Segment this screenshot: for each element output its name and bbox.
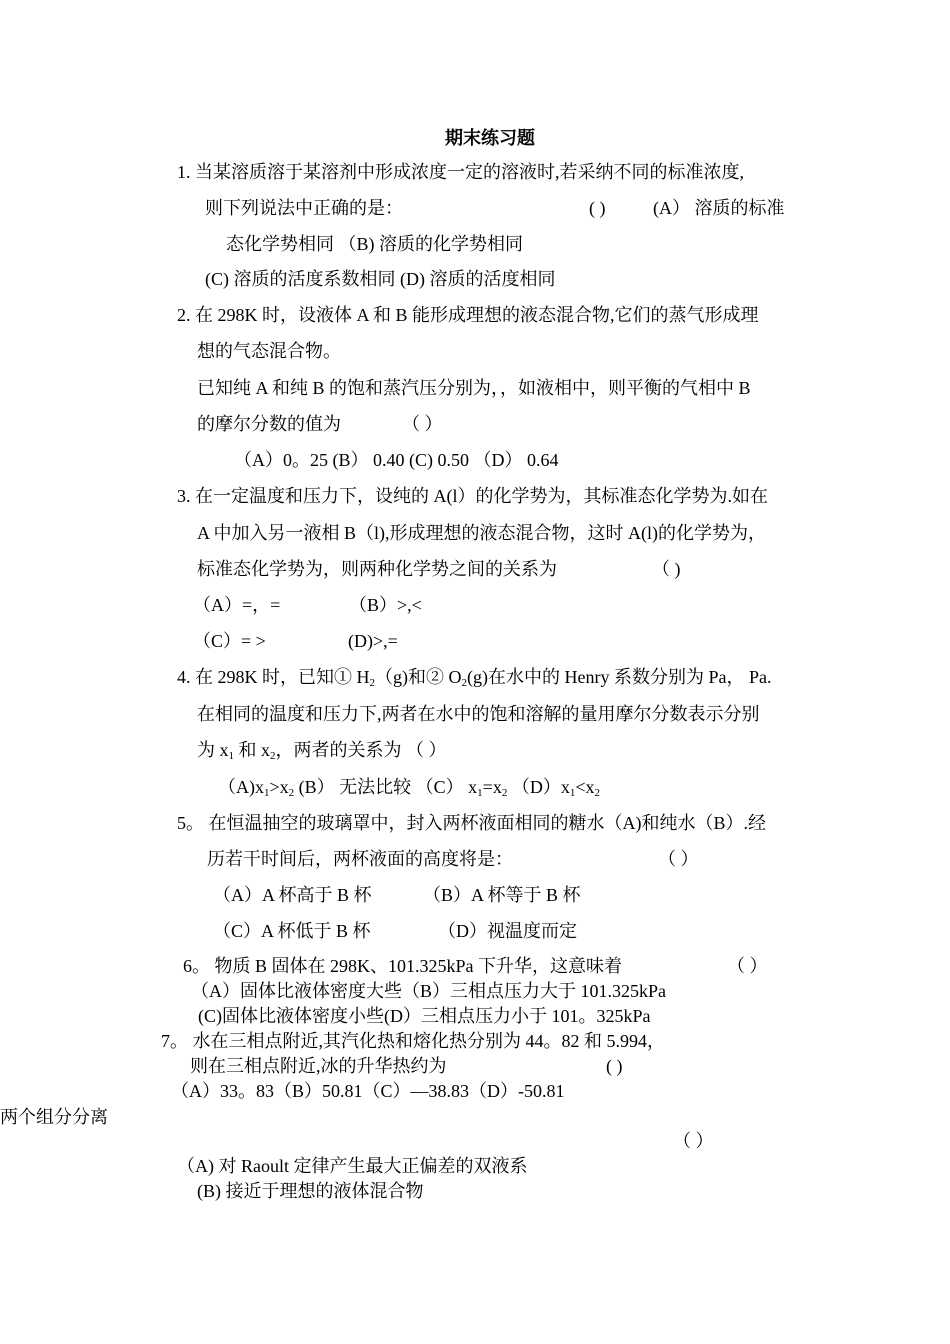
q2-line-4: 的摩尔分数的值为 xyxy=(197,414,341,434)
q4-options: $(A)x_1>x_2$ (B） 无法比较 （C） $x_1=x_2$ $(D)x_1<x_2$ xyxy=(218,777,600,799)
q3-answer-blank: （ ) xyxy=(652,559,681,579)
q8-answer-blank: （ ） xyxy=(673,1131,714,1151)
page-title: 期末练习题 xyxy=(445,128,535,148)
q1-line-1: 1. 当某溶质溶于某溶剂中形成浓度一定的溶液时,若采纳不同的标准浓度, xyxy=(177,162,744,182)
q5-option-a: （A）A 杯高于 B 杯 xyxy=(213,885,372,905)
q4-line-3: 为 $x_1$ 和 $x_2$，两者的关系为 （ ） xyxy=(197,740,447,762)
q2-line-3: 已知纯 A 和纯 B 的饱和蒸汽压分别为，，如液相中，则平衡的气相中 B xyxy=(197,378,751,398)
q8-option-b: (B) 接近于理想的液体混合物 xyxy=(197,1181,424,1201)
q1-line-3: 态化学势相同 （B) 溶质的化学势相同 xyxy=(226,234,523,254)
q5-option-b: （B）A 杯等于 B 杯 xyxy=(423,885,581,905)
q1-option-a-start: (A） 溶质的标准 xyxy=(653,198,785,218)
q3-option-c: （C）= > xyxy=(193,631,266,651)
q6-options-cd: (C)固体比液体密度小些(D）三相点压力小于 101。325kPa xyxy=(198,1006,651,1026)
q7-options: （A）33。83（B）50.81（C）—38.83（D）-50.81 xyxy=(171,1081,565,1101)
q7-answer-blank: ( ) xyxy=(606,1056,623,1076)
q3-line-1: 3. 在一定温度和压力下，设纯的 A(l）的化学势为，其标准态化学势为.如在 xyxy=(177,486,768,506)
q8-option-a: （A) 对 Raoult 定律产生最大正偏差的双液系 xyxy=(177,1156,528,1176)
q6-line-1: 6。 物质 B 固体在 298K、101.325kPa 下升华，这意味着 xyxy=(183,956,623,976)
q6-options-ab: （A）固体比液体密度大些（B）三相点压力大于 101.325kPa xyxy=(191,981,667,1001)
q5-answer-blank: （ ） xyxy=(658,849,699,869)
q3-line-2: A 中加入另一液相 B（l),形成理想的液态混合物，这时 A(l)的化学势为， xyxy=(197,523,766,543)
q1-line-4: (C) 溶质的活度系数相同 (D) 溶质的活度相同 xyxy=(205,269,556,289)
q5-option-d: （D）视温度而定 xyxy=(438,921,577,941)
q2-line-1: 2. 在 298K 时，设液体 A 和 B 能形成理想的液态混合物,它们的蒸气形成理 xyxy=(177,305,759,325)
q3-line-3: 标准态化学势为，则两种化学势之间的关系为 xyxy=(197,559,557,579)
q3-option-d: (D)>,= xyxy=(348,631,398,651)
q3-option-a: （A）=，= xyxy=(193,595,281,615)
q1-answer-blank: ( ) xyxy=(589,198,606,218)
q5-option-c: （C）A 杯低于 B 杯 xyxy=(213,921,371,941)
q5-line-2: 历若干时间后，两杯液面的高度将是： xyxy=(207,849,513,869)
q2-line-2: 想的气态混合物。 xyxy=(197,341,341,361)
q4-line-1: 4. 在 298K 时，已知① $H_2(g)$和② $O_2(g)$在水中的 Henry 系数分别为 Pa， Pa. xyxy=(177,667,772,689)
q7-line-2: 则在三相点附近,冰的升华热约为 xyxy=(190,1056,447,1076)
q7-line-1: 7。 水在三相点附近,其汽化热和熔化热分别为 44。82 和 5.994， xyxy=(161,1031,665,1051)
q3-option-b: （B）>,< xyxy=(349,595,422,615)
q6-answer-blank: （ ） xyxy=(727,956,768,976)
q8-line-1: 两个组分分离 xyxy=(0,1107,108,1127)
q2-options: （A）0。25 (B） 0.40 (C) 0.50 （D） 0.64 xyxy=(234,450,559,470)
q4-line-2: 在相同的温度和压力下,两者在水中的饱和溶解的量用摩尔分数表示分别 xyxy=(197,704,760,724)
q2-answer-blank: （ ） xyxy=(402,414,443,434)
q1-line-2: 则下列说法中正确的是： xyxy=(205,198,403,218)
q5-line-1: 5。 在恒温抽空的玻璃罩中，封入两杯液面相同的糖水（A)和纯水（B）.经 xyxy=(177,813,766,833)
